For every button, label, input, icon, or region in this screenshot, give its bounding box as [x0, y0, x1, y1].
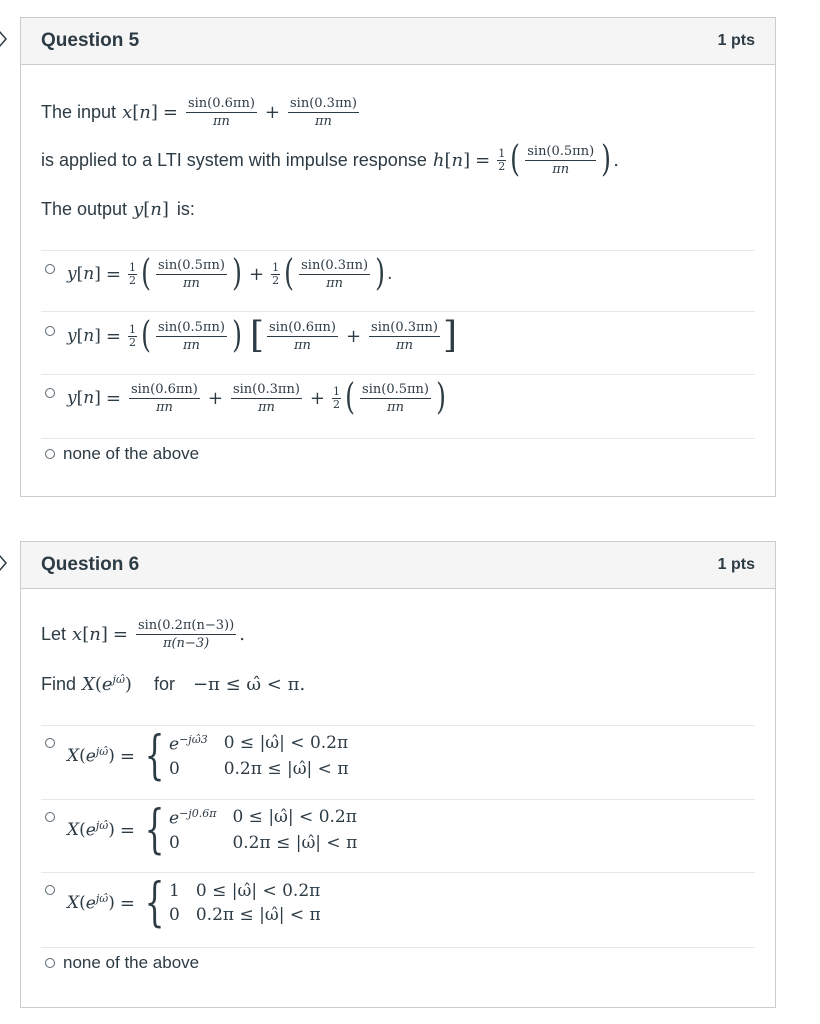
collapse-arrow-icon: [0, 554, 8, 572]
question-text-output: The output y [ n ] is:: [41, 199, 195, 220]
divider: [41, 374, 755, 375]
answer-radio[interactable]: [45, 958, 55, 968]
answer-label: none of the above: [63, 444, 200, 463]
question-points: 1 pts: [717, 556, 755, 573]
fraction: $\frac{\sin(0.6\pi n)}{\pi n}$: [187, 96, 255, 129]
answer-radio[interactable]: [45, 326, 55, 336]
answer-radio[interactable]: [45, 388, 55, 398]
question-card-6: [20, 541, 776, 1008]
answer-label: none of the above: [63, 953, 200, 972]
fraction: $\frac{\sin(0.2\pi(n-3))}{\pi(n-3)}$: [137, 618, 235, 651]
divider: [41, 311, 755, 312]
answer-option[interactable]: y [ n ] = $\frac{1}{2}$ ( $\frac{\sin(0.5\pi n)}{\pi n}$ ) + $\frac{1}{2}$ ( $\frac{\sin(0.3\pi n)}{\pi n}$ ) .: [67, 253, 393, 294]
answer-option[interactable]: [45, 444, 199, 464]
question-title: Question 5: [41, 30, 140, 51]
answer-radio[interactable]: [45, 264, 55, 274]
fraction: $\frac{\sin(0.5\pi n)}{\pi n}$: [527, 143, 595, 177]
answer-option[interactable]: [45, 953, 199, 973]
divider: [41, 438, 755, 439]
question-text-let: Let x [ n ] = $\frac{\sin(0.2\pi(n-3))}{\pi(n-3)}$ .: [41, 618, 245, 651]
fraction-half: $\frac{1}{2}$: [498, 146, 506, 173]
fraction: $\frac{\sin(0.3\pi n)}{\pi n}$: [290, 96, 357, 129]
question-text-find: Find X ( $e^{j\omegâ}$ ) for −π ≤ ω̂ < π.: [41, 673, 306, 695]
divider: [41, 250, 755, 251]
question-card-5: [20, 17, 776, 497]
answer-radio[interactable]: [45, 812, 55, 822]
answer-option[interactable]: X ( $e^{j\omegâ}$ ) = { $e^{-j\omegâ3}$ 0 ≤ |ω̂| < 0.2π 0 0.2π ≤ |ω̂| < π: [67, 726, 349, 786]
answer-option[interactable]: y [ n ] = $\frac{\sin(0.6\pi n)}{\pi n}$ + $\frac{\sin(0.3\pi n)}{\pi n}$ + $\frac{1}{2}$ ( $\frac{\sin(0.5\pi n)}{\pi n}$ ): [67, 377, 446, 418]
collapse-arrow-icon: [0, 30, 8, 48]
question-header: [21, 18, 775, 65]
answer-option[interactable]: X ( $e^{j\omegâ}$ ) = { 1 0 ≤ |ω̂| < 0.2π 0 0.2π ≤ |ω̂| < π: [67, 873, 321, 933]
question-header: [21, 542, 775, 589]
answer-option[interactable]: y [ n ] = $\frac{1}{2}$ ( $\frac{\sin(0.5\pi n)}{\pi n}$ ) [ $\frac{\sin(0.6\pi n)}{\pi n}$ + $\frac{\sin(0.3\pi n)}{\pi n}$ ]: [67, 315, 458, 356]
answer-radio[interactable]: [45, 885, 55, 895]
divider: [41, 947, 755, 948]
question-title: Question 6: [41, 554, 140, 575]
question-text-input: The input x [ n ] = $\frac{\sin(0.6\pi n)}{\pi n}$ + $\frac{\sin(0.3\pi n)}{\pi n}$: [41, 96, 357, 129]
question-text-impulse: is applied to a LTI system with impulse response h [ n ] = $\frac{1}{2}$ ( $\frac{\sin(0.5\pi n)}{\pi n}$ ) .: [41, 139, 619, 180]
question-points: 1 pts: [717, 32, 755, 49]
answer-option[interactable]: X ( $e^{j\omegâ}$ ) = { $e^{-j0.6\pi}$ 0 ≤ |ω̂| < 0.2π 0 0.2π ≤ |ω̂| < π: [67, 800, 358, 860]
answer-radio[interactable]: [45, 449, 55, 459]
answer-radio[interactable]: [45, 738, 55, 748]
